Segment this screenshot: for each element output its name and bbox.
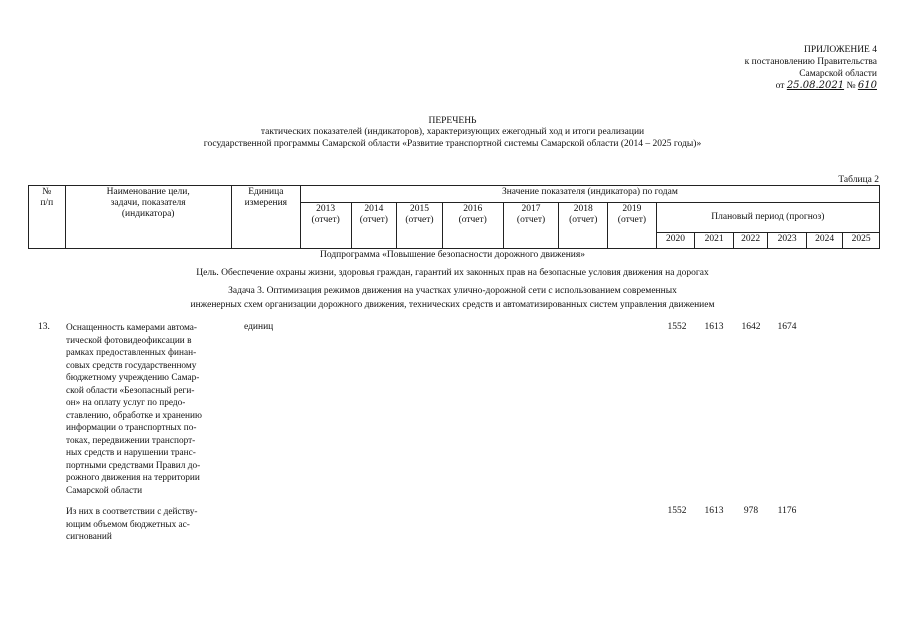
header-unit: Единица измерения xyxy=(231,186,300,249)
subprogram-heading: Подпрограмма «Повышение безопасности дорожного движения» xyxy=(320,250,585,260)
subrow-value-2023: 1176 xyxy=(777,506,797,516)
subrow-indicator-name: Из них в соответствии с действу- ющим объемом бюджетных ас- сигнований xyxy=(66,507,198,542)
appendix-block xyxy=(657,44,877,92)
header-year-2013: 2013 (отчет) xyxy=(300,203,351,249)
document-title: ПЕРЕЧЕНЬ xyxy=(428,116,477,126)
heading-line1: тактических показателей (индикаторов), характеризующих ежегодный ход и итоги реализации xyxy=(260,127,645,137)
header-year-2023: 2023 xyxy=(768,233,807,249)
header-name: Наименование цели, задачи, показателя (индикатора) xyxy=(65,186,231,249)
header-values: Значение показателя (индикатора) по годам xyxy=(300,186,879,203)
header-num: № п/п xyxy=(29,186,66,249)
task-line1: Задача 3. Оптимизация режимов движения на участках улично-дорожной сети с использованием современных xyxy=(228,286,677,296)
header-year-2019: 2019 (отчет) xyxy=(608,203,657,249)
header-year-2017: 2017 (отчет) xyxy=(503,203,559,249)
appendix-line2: Самарской области xyxy=(799,69,877,79)
appendix-line1: к постановлению Правительства xyxy=(744,57,877,67)
header-year-2021: 2021 xyxy=(695,233,734,249)
from-label: от xyxy=(775,81,785,91)
value-2022: 1642 xyxy=(741,322,761,332)
decree-date: 25.08.2021 xyxy=(786,80,845,91)
header-year-2018: 2018 (отчет) xyxy=(559,203,608,249)
header-year-2015: 2015 (отчет) xyxy=(397,203,443,249)
header-year-2022: 2022 xyxy=(733,233,767,249)
header-year-2025: 2025 xyxy=(843,233,880,249)
row-unit: единиц xyxy=(244,322,274,332)
subrow-value-2021: 1613 xyxy=(704,506,724,516)
subrow-value-2020: 1552 xyxy=(667,506,687,516)
subrow-value-2022: 978 xyxy=(743,506,759,516)
value-2023: 1674 xyxy=(777,322,797,332)
decree-number: 610 xyxy=(857,80,877,91)
row-number: 13. xyxy=(38,322,50,332)
appendix-date-line xyxy=(657,80,877,92)
indicator-table-header xyxy=(28,185,880,249)
header-plan-period: Плановый период (прогноз) xyxy=(656,203,879,233)
header-year-2020: 2020 xyxy=(656,233,695,249)
number-label: № xyxy=(846,81,856,91)
value-2020: 1552 xyxy=(667,322,687,332)
value-2021: 1613 xyxy=(704,322,724,332)
heading-line2: государственной программы Самарской области «Развитие транспортной системы Самарской области (2014 – 2025 годы)» xyxy=(203,139,702,149)
table-label: Таблица 2 xyxy=(838,175,879,185)
appendix-title: ПРИЛОЖЕНИЕ 4 xyxy=(803,45,877,55)
row-indicator-name: Оснащенность камерами автома- тической фотовидеофиксации в рамках предоставленных финан- совых средств государственному бюджетному учреждению Самар- ской области «Безопасный реги- он» на оплату услуг по предо- ставлению, обработке и хранению информации о транспортных по- токах, передвижении транспорт- ных средств и нарушении транс- портными средствами Правил до- рожного движения на территории Самарской области xyxy=(66,323,202,496)
goal-heading: Цель. Обеспечение охраны жизни, здоровья граждан, гарантий их законных прав на безопасные условия движения на дорогах xyxy=(196,268,709,278)
header-year-2014: 2014 (отчет) xyxy=(351,203,397,249)
header-year-2016: 2016 (отчет) xyxy=(442,203,503,249)
header-year-2024: 2024 xyxy=(806,233,843,249)
task-line2: инженерных схем организации дорожного движения, технических средств и автоматизированных систем управления движением xyxy=(190,300,715,310)
